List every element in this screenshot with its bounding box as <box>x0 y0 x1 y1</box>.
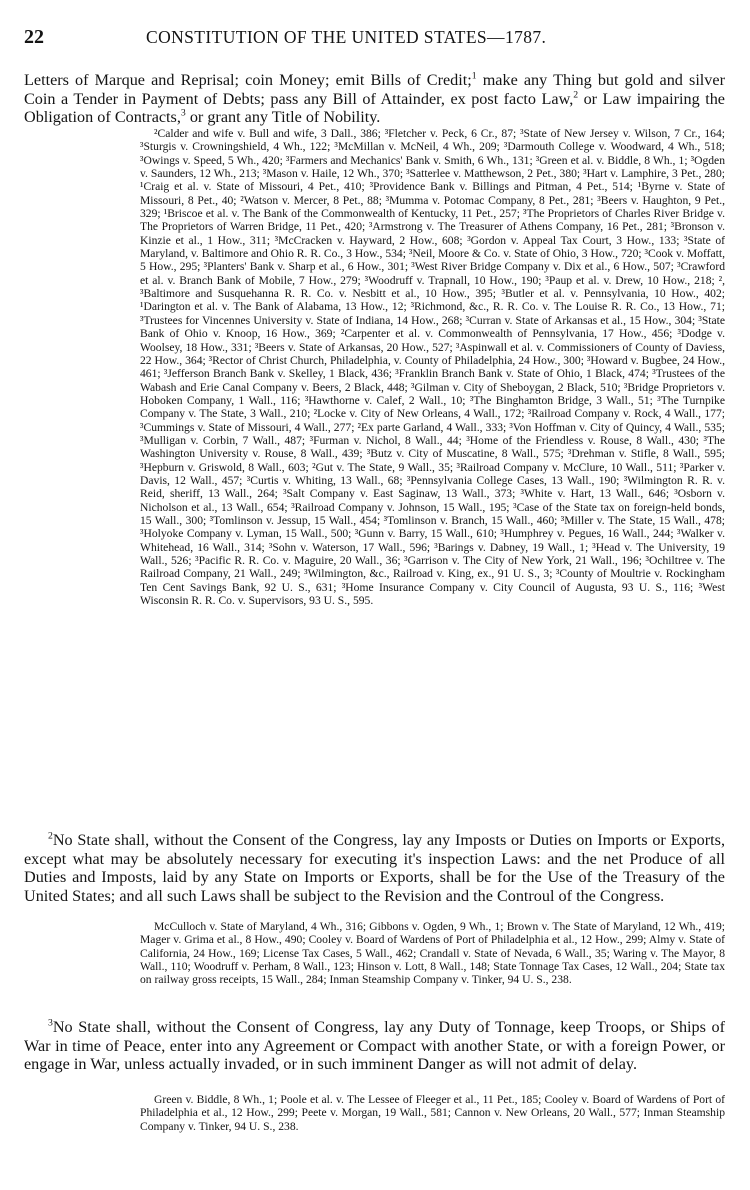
footnote-citations-3: Green v. Biddle, 8 Wh., 1; Poole et al. v. The Lessee of Fleeger et al., 11 Pet., 185; Cooley v. Board of Wardens of Port of Philadelphia et al., 12 How., 299; Peete v. Morgan, 19 Wall., 581; Cannon v. New Orleans, 20 Wall., 577; Inman Steamship Company v. Tinker, 94 U. S., 238. <box>140 1093 725 1133</box>
page-number: 22 <box>24 26 44 48</box>
clause-text-2: $^2$No State shall, without the Consent of the Congress, lay any Imposts or Duties on Imports or Exports, except what may be absolutely necessary for executing it's inspection Laws: and the net Produce of all Duties and Imposts, laid by any State on Imports or Exports, shall be for the Use of the Treasury of the United States; and all such Laws shall be subject to the Revision and the Controul of the Congress. <box>24 830 725 905</box>
footnote-marker: 3 <box>48 1017 53 1029</box>
clause-text-1: Letters of Marque and Reprisal; coin Money; emit Bills of Credit;$^1$ make any Thing but gold and silver Coin a Tender in Payment of Debts; pass any Bill of Attainder, ex post facto Law,$^2$ or Law impairing the Obligation of Contracts,$^3$ or grant any Title of Nobility. <box>24 70 725 126</box>
footnote-marker: 2 <box>573 89 579 101</box>
running-title: CONSTITUTION OF THE UNITED STATES—1787. <box>146 27 547 47</box>
footnote-marker: 2 <box>48 830 53 842</box>
footnote-citations-1: ²Calder and wife v. Bull and wife, 3 Dall., 386; ³Fletcher v. Peck, 6 Cr., 87; ³State of New Jersey v. Wilson, 7 Cr., 164; ³Sturgis v. Crowningshield, 4 Wh., 122; ³McMillan v. McNeil, 4 Wh., 209; ³Darmouth College v. Woodward, 4 Wh., 518; ³Owings v. Speed, 5 Wh., 420; ³Farmers and Mechanics' Bank v. Smith, 6 Wh., 131; ³Green et al. v. Biddle, 8 Wh., 1; ³Ogden v. Saunders, 12 Wh., 213; ³Mason v. Haile, 12 Wh., 370; ³Satterlee v. Matthewson, 2 Pet., 380; ³Hart v. Lamphire, 3 Pet., 280; ¹Craig et al. v. State of Missouri, 4 Pet., 410; ³Providence Bank v. Billings and Pitman, 4 Pet., 514; ¹Byrne v. State of Missouri, 8 Pet., 40; ²Watson v. Mercer, 8 Pet., 88; ³Mumma v. Potomac Company, 8 Pet., 281; ³Beers v. Haughton, 9 Pet., 329; ¹Briscoe et al. v. The Bank of the Commonwealth of Kentucky, 11 Pet., 257; ³The Proprietors of Charles River Bridge v. The Proprietors of Warren Bridge, 11 Pet., 420; ³Armstrong v. The Treasurer of Athens Company, 16 Pet., 281; ³Bronson v. Kinzie et al., 1 How., 311; ³McCracken v. Hayward, 2 How., 608; ³Gordon v. Appeal Tax Court, 3 How., 133; ³State of Maryland, v. Baltimore and Ohio R. R. Co., 3 How., 534; ³Neil, Moore & Co. v. State of Ohio, 3 How., 720; ³Cook v. Moffatt, 5 How., 295; ³Planters' Bank v. Sharp et al., 6 How., 301; ³West River Bridge Company v. Dix et al., 6 How., 507; ³Crawford et al. v. Branch Bank of Mobile, 7 How., 279; ³Woodruff v. Trapnall, 10 How., 190; ³Paup et al. v. Drew, 10 How., 218; ², ³Baltimore and Susquehanna R. R. Co. v. Nesbitt et al., 10 How., 395; ³Butler et al. v. Pennsylvania, 10 How., 402; ¹Darington et al. v. The Bank of Alabama, 13 How., 12; ³Richmond, &c., R. R. Co. v. The Louise R. R. Co., 13 How., 71; ³Trustees for Vincennes University v. State of Indiana, 14 How., 268; ³Curran v. State of Arkansas et al., 15 How., 304; ³State Bank of Ohio v. Knoop, 16 How., 369; ²Carpenter et al. v. Commonwealth of Pennsylvania, 17 How., 456; ³Dodge v. Woolsey, 18 How., 331; ³Beers v. State of Arkansas, 20 How., 527; ³Aspinwall et al. v. Commissioners of County of Daviess, 22 How., 364; ³Rector of Christ Church, Philadelphia, v. County of Philadelphia, 24 How., 300; ³Howard v. Bugbee, 24 How., 461; ³Jefferson Branch Bank v. Skelley, 1 Black, 436; ³Franklin Branch Bank v. State of Ohio, 1 Black, 474; ³Trustees of the Wabash and Erie Canal Company v. Beers, 2 Black, 448; ³Gilman v. City of Sheboygan, 2 Black, 510; ³Bridge Proprietors v. Hoboken Company, 1 Wall., 116; ³Hawthorne v. Calef, 2 Wall., 10; ³The Binghamton Bridge, 3 Wall., 51; ³The Turnpike Company v. The State, 3 Wall., 210; ²Locke v. City of New Orleans, 4 Wall., 172; ³Railroad Company v. Rock, 4 Wall., 177; ³Cummings v. State of Missouri, 4 Wall., 277; ²Ex parte Garland, 4 Wall., 333; ³Von Hoffman v. City of Quincy, 4 Wall., 535; ³Mulligan v. Corbin, 7 Wall., 487; ³Furman v. Nichol, 8 Wall., 44; ³Home of the Friendless v. Rouse, 8 Wall., 430; ³The Washington University v. Rouse, 8 Wall., 439; ³Butz v. City of Muscatine, 8 Wall., 575; ³Drehman v. Stifle, 8 Wall., 595; ³Hepburn v. Griswold, 8 Wall., 603; ²Gut v. The State, 9 Wall., 35; ³Railroad Company v. McClure, 10 Wall., 511; ³Parker v. Davis, 12 Wall., 457; ³Curtis v. Whiting, 13 Wall., 68; ³Pennsylvania College Cases, 13 Wall., 190; ³Wilmington R. R. v. Reid, sheriff, 13 Wall., 264; ³Salt Company v. East Saginaw, 13 Wall., 373; ³White v. Hart, 13 Wall., 646; ³Osborn v. Nicholson et al., 13 Wall., 654; ³Railroad Company v. Johnson, 15 Wall., 195; ³Case of the State tax on foreign-held bonds, 15 Wall., 300; ³Tomlinson v. Jessup, 15 Wall., 454; ³Tomlinson v. Branch, 15 Wall., 460; ³Miller v. The State, 15 Wall., 478; ³Holyoke Company v. Lyman, 15 Wall., 500; ³Gunn v. Barry, 15 Wall., 610; ³Humphrey v. Pegues, 16 Wall., 244; ³Walker v. Whitehead, 16 Wall., 314; ³Sohn v. Waterson, 17 Wall., 596; ³Barings v. Dabney, 19 Wall., 1; ³Head v. The University, 19 Wall., 526; ³Pacific R. R. Co. v. Maguire, 20 Wall., 36; ³Garrison v. The City of New York, 21 Wall., 196; ³Ochiltree v. The Railroad Company, 21 Wall., 249; ³Wilmington, &c., Railroad v. King, ex., 91 U. S., 3; ³County of Moultrie v. Rockingham Ten Cent Savings Bank, 92 U. S., 631; ³Home Insurance Company v. City Council of Augusta, 93 U. S., 116; ³West Wisconsin R. R. Co. v. Supervisors, 93 U. S., 595. <box>140 127 725 608</box>
footnote-citations-2: McCulloch v. State of Maryland, 4 Wh., 316; Gibbons v. Ogden, 9 Wh., 1; Brown v. The State of Maryland, 12 Wh., 419; Mager v. Grima et al., 8 How., 490; Cooley v. Board of Wardens of Port of Philadelphia et al., 12 How., 299; Almy v. State of California, 24 How., 169; License Tax Cases, 5 Wall., 462; Crandall v. State of Nevada, 6 Wall., 35; Waring v. The Mayor, 8 Wall., 110; Woodruff v. Perham, 8 Wall., 123; Hinson v. Lott, 8 Wall., 148; State Tonnage Tax Cases, 12 Wall., 204; State tax on railway gross receipts, 15 Wall., 284; Inman Steamship Company v. Tinker, 94 U. S., 238. <box>140 920 725 987</box>
page-header <box>24 26 724 50</box>
footnote-marker: 1 <box>471 70 477 82</box>
footnote-marker: 3 <box>180 107 186 119</box>
clause-text-3: $^3$No State shall, without the Consent of Congress, lay any Duty of Tonnage, keep Troops, or Ships of War in time of Peace, enter into any Agreement or Compact with another State, or with a foreign Power, or engage in War, unless actually invaded, or in such imminent Danger as will not admit of delay. <box>24 1017 725 1073</box>
